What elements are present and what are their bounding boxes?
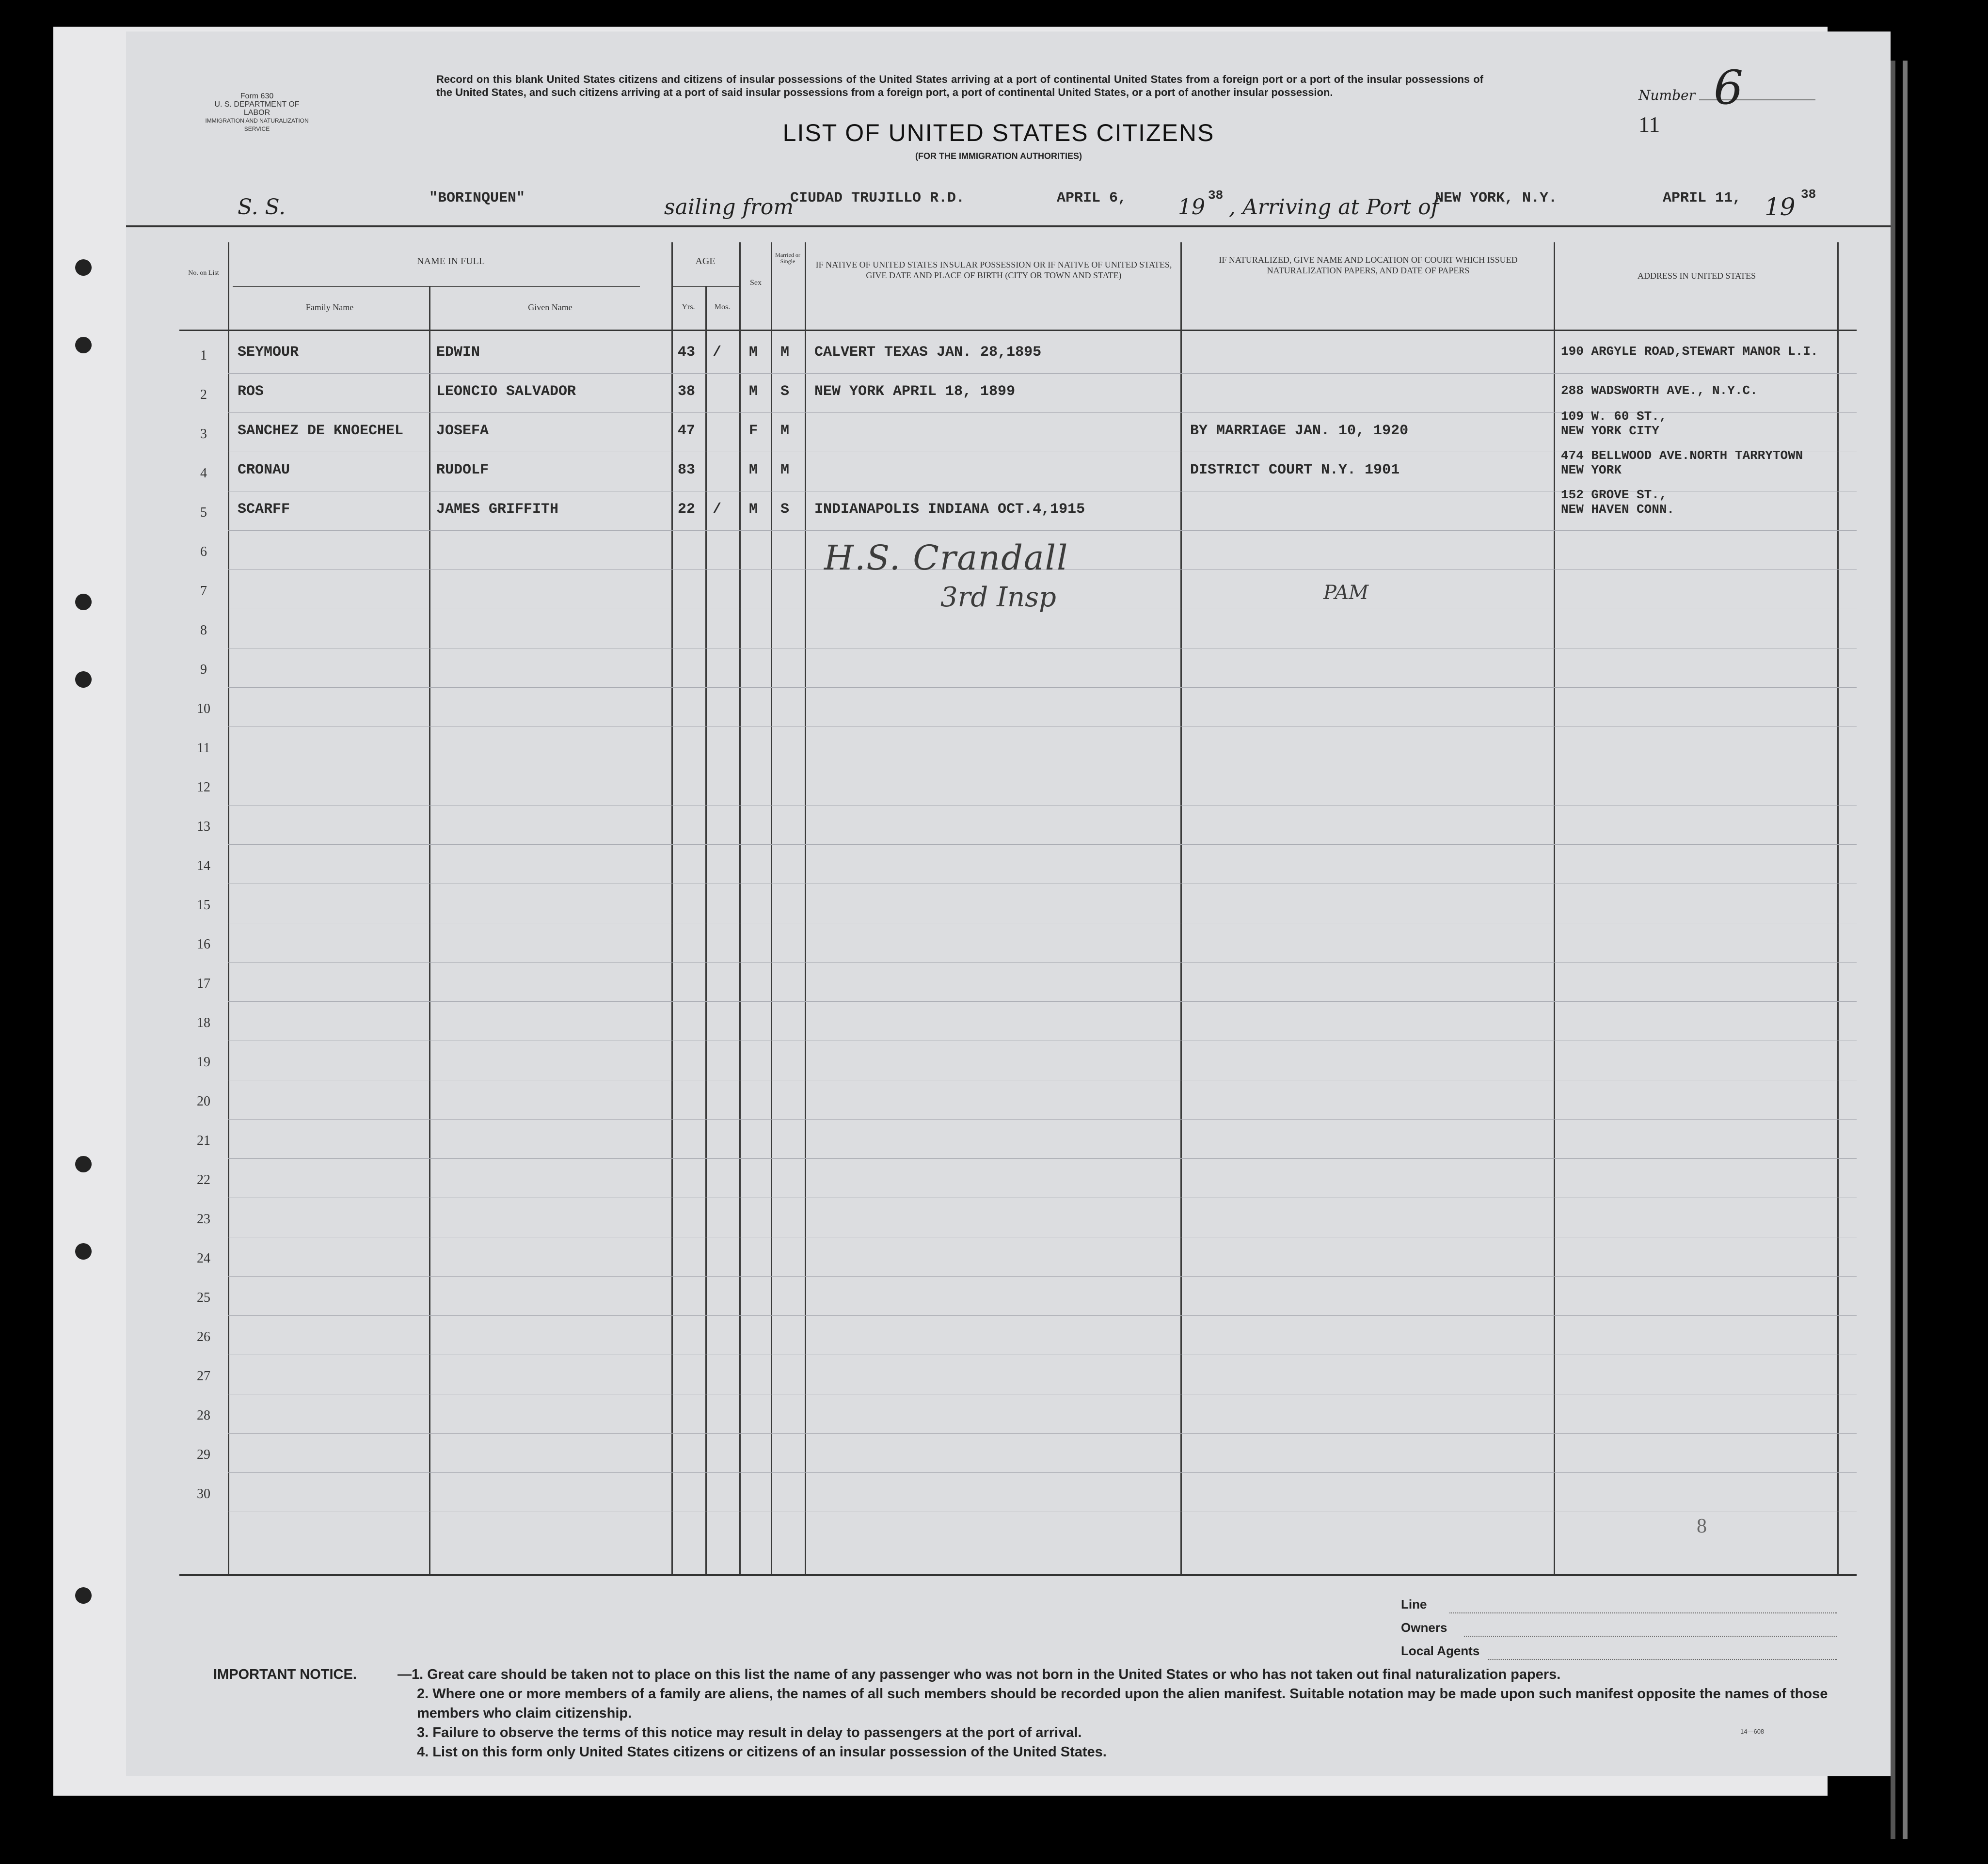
row-number: 26 bbox=[197, 1329, 210, 1344]
table-row bbox=[179, 448, 1857, 491]
row-number: 14 bbox=[197, 858, 210, 873]
name-subheader-rule bbox=[233, 286, 640, 287]
given-name-cell: EDWIN bbox=[436, 344, 480, 361]
passenger-table bbox=[179, 242, 1857, 1575]
family-name-cell: SCARFF bbox=[238, 501, 290, 518]
row-number: 20 bbox=[197, 1094, 210, 1109]
binder-hole bbox=[75, 671, 92, 688]
stamp-number: 11 bbox=[1638, 112, 1660, 137]
sex-cell: M bbox=[749, 462, 758, 478]
notice-heading: IMPORTANT NOTICE. bbox=[213, 1667, 357, 1682]
list-number: 6 bbox=[1714, 61, 1744, 115]
row-number: 27 bbox=[197, 1369, 210, 1384]
manifest-form bbox=[126, 32, 1891, 1776]
table-bottom-rule bbox=[179, 1574, 1857, 1576]
row-rule bbox=[228, 1276, 1857, 1277]
form-instructions: Record on this blank United States citizens and citizens of insular possessions of the United States arriving at a port of continental United States from a foreign port or a port of the insular possessions of the United States, and such citizens arriving at a port of said insular possessions from a foreign port, a port of continental United States, or a port of another insular possession. bbox=[436, 73, 1483, 98]
binder-hole bbox=[75, 1156, 92, 1172]
header-no-on-list: No. on List bbox=[188, 269, 219, 277]
header-bottom-rule bbox=[179, 330, 1857, 331]
row-number: 22 bbox=[197, 1172, 210, 1187]
header-age: AGE bbox=[695, 256, 716, 267]
row-number: 25 bbox=[197, 1290, 210, 1305]
header-given-name: Given Name bbox=[528, 302, 573, 312]
port-arrival: NEW YORK, N.Y. bbox=[1435, 190, 1558, 206]
address-line1-cell: 288 WADSWORTH AVE., N.Y.C. bbox=[1561, 383, 1758, 398]
naturalization-cell: BY MARRIAGE JAN. 10, 1920 bbox=[1190, 423, 1409, 439]
agents-block bbox=[1401, 1597, 1837, 1667]
form-identifier bbox=[204, 92, 310, 133]
age-months-cell: / bbox=[713, 501, 722, 518]
row-number: 28 bbox=[197, 1408, 210, 1423]
header-sex: Sex bbox=[750, 279, 762, 287]
arriving-label: , Arriving at Port of bbox=[1229, 195, 1439, 220]
notice-item-1 bbox=[213, 1665, 1837, 1684]
address-line1-cell: 152 GROVE ST., bbox=[1561, 488, 1667, 502]
age-years-cell: 22 bbox=[678, 501, 696, 518]
row-number: 5 bbox=[200, 505, 207, 520]
marital-status-cell: M bbox=[780, 344, 790, 361]
table-row bbox=[179, 374, 1857, 413]
age-months-cell: / bbox=[713, 344, 722, 361]
line-dots bbox=[1449, 1612, 1837, 1613]
family-name-cell: SEYMOUR bbox=[238, 344, 299, 361]
binder-hole bbox=[75, 594, 92, 610]
row-rule bbox=[228, 805, 1857, 806]
birth-place-date-cell: INDIANAPOLIS INDIANA OCT.4,1915 bbox=[814, 501, 1085, 518]
age-years-cell: 83 bbox=[678, 462, 696, 478]
agent-owners-row bbox=[1401, 1620, 1837, 1643]
binder-hole bbox=[75, 259, 92, 276]
sailing-from-label: sailing from bbox=[664, 195, 794, 220]
given-name-cell: JOSEFA bbox=[436, 423, 489, 439]
address-line1-cell: 474 BELLWOOD AVE.NORTH TARRYTOWN bbox=[1561, 448, 1803, 463]
passenger-rows bbox=[179, 334, 1857, 528]
sex-cell: M bbox=[749, 383, 758, 400]
header-address: ADDRESS IN UNITED STATES bbox=[1637, 271, 1756, 281]
row-number: 4 bbox=[200, 466, 207, 481]
birth-place-date-cell: CALVERT TEXAS JAN. 28,1895 bbox=[814, 344, 1042, 361]
row-number: 23 bbox=[197, 1212, 210, 1227]
row-number: 3 bbox=[200, 427, 207, 442]
age-years-cell: 38 bbox=[678, 383, 696, 400]
service-name: IMMIGRATION AND NATURALIZATION SERVICE bbox=[205, 117, 309, 132]
row-number: 2 bbox=[200, 387, 207, 402]
given-name-cell: LEONCIO SALVADOR bbox=[436, 383, 576, 400]
table-row bbox=[179, 409, 1857, 452]
document-page bbox=[53, 27, 1828, 1796]
header-married-single: Married or Single bbox=[775, 252, 800, 265]
age-years-cell: 43 bbox=[678, 344, 696, 361]
marital-status-cell: M bbox=[780, 462, 790, 478]
header-mos: Mos. bbox=[714, 303, 731, 311]
address-line1-cell: 190 ARGYLE ROAD,STEWART MANOR L.I. bbox=[1561, 344, 1818, 359]
row-number: 18 bbox=[197, 1015, 210, 1030]
row-number: 1 bbox=[200, 348, 207, 363]
header-name-in-full: NAME IN FULL bbox=[417, 256, 485, 267]
port-from: CIUDAD TRUJILLO R.D. bbox=[790, 190, 965, 206]
agent-local-row bbox=[1401, 1643, 1837, 1667]
header-family-name: Family Name bbox=[305, 302, 354, 312]
marital-status-cell: M bbox=[780, 423, 790, 439]
given-name-cell: JAMES GRIFFITH bbox=[436, 501, 559, 518]
owners-label: Owners bbox=[1401, 1620, 1447, 1635]
class-note: 3rd Insp bbox=[940, 582, 1056, 613]
row-number: 6 bbox=[200, 544, 207, 559]
row-rule bbox=[228, 1001, 1857, 1002]
row-number: 29 bbox=[197, 1447, 210, 1462]
address-line1-cell: 109 W. 60 ST., bbox=[1561, 409, 1667, 424]
row-number: 17 bbox=[197, 976, 210, 991]
binder-hole bbox=[75, 1587, 92, 1604]
family-name-cell: CRONAU bbox=[238, 462, 290, 478]
row-number: 21 bbox=[197, 1133, 210, 1148]
row-rule bbox=[228, 1158, 1857, 1159]
sex-cell: M bbox=[749, 501, 758, 518]
initials-note: PAM bbox=[1323, 582, 1369, 604]
form-title: LIST OF UNITED STATES CITIZENS bbox=[782, 119, 1215, 146]
local-agents-dots bbox=[1488, 1659, 1837, 1660]
arrival-year-prefix: 19 bbox=[1765, 193, 1796, 221]
row-number: 19 bbox=[197, 1055, 210, 1070]
header-yrs: Yrs. bbox=[682, 303, 695, 311]
voyage-rule bbox=[126, 225, 1891, 227]
table-row bbox=[179, 334, 1857, 374]
arrival-date: APRIL 11, bbox=[1663, 190, 1742, 206]
notice-item-2: 2. Where one or more members of a family are aliens, the names of all such members should be recorded upon the alien manifest. Suitable notation may be made upon such manifest opposite the names of those members who claim citizenship. bbox=[417, 1686, 1828, 1721]
row-number: 12 bbox=[197, 780, 210, 795]
row-number: 15 bbox=[197, 898, 210, 913]
row-number: 13 bbox=[197, 819, 210, 834]
departure-year-prefix: 19 bbox=[1178, 195, 1205, 220]
page-edge bbox=[1891, 61, 1895, 1839]
local-agents-label: Local Agents bbox=[1401, 1643, 1480, 1658]
age-years-cell: 47 bbox=[678, 423, 696, 439]
owners-dots bbox=[1464, 1636, 1837, 1637]
row-number: 16 bbox=[197, 937, 210, 952]
row-number: 11 bbox=[197, 741, 210, 756]
given-name-cell: RUDOLF bbox=[436, 462, 489, 478]
bottom-mark: 8 bbox=[1697, 1515, 1707, 1537]
row-rule bbox=[228, 962, 1857, 963]
department-name: U. S. DEPARTMENT OF LABOR bbox=[214, 100, 300, 117]
address-line2-cell: NEW YORK CITY bbox=[1561, 424, 1659, 438]
row-number: 30 bbox=[197, 1486, 210, 1501]
binder-hole bbox=[75, 1243, 92, 1260]
header-native-birth: IF NATIVE OF UNITED STATES INSULAR POSSESSION OR IF NATIVE OF UNITED STATES, GIVE DATE AND PLACE OF BIRTH (CITY OR TOWN AND STATE) bbox=[815, 260, 1172, 280]
voyage-line bbox=[126, 179, 1891, 233]
row-rule bbox=[228, 844, 1857, 845]
notice-item-4: 4. List on this form only United States citizens or citizens of an insular possession of the United States. bbox=[417, 1744, 1107, 1760]
family-name-cell: SANCHEZ DE KNOECHEL bbox=[238, 423, 404, 439]
row-rule bbox=[228, 687, 1857, 688]
row-number: 8 bbox=[200, 623, 207, 638]
family-name-cell: ROS bbox=[238, 383, 264, 400]
row-rule bbox=[228, 1119, 1857, 1120]
ship-name: "BORINQUEN" bbox=[429, 190, 525, 206]
birth-place-date-cell: NEW YORK APRIL 18, 1899 bbox=[814, 383, 1016, 400]
inspector-signature: H.S. Crandall bbox=[824, 538, 1069, 578]
row-number: 9 bbox=[200, 662, 207, 677]
marital-status-cell: S bbox=[780, 501, 790, 518]
ss-label: S. S. bbox=[238, 195, 286, 220]
row-number: 10 bbox=[197, 701, 210, 716]
sex-cell: F bbox=[749, 423, 758, 439]
departure-year-suffix: 38 bbox=[1208, 188, 1224, 203]
binder-hole bbox=[75, 337, 92, 353]
address-line2-cell: NEW HAVEN CONN. bbox=[1561, 502, 1675, 517]
row-number: 24 bbox=[197, 1251, 210, 1266]
marital-status-cell: S bbox=[780, 383, 790, 400]
print-code: 14—608 bbox=[1740, 1728, 1765, 1735]
arrival-year-suffix: 38 bbox=[1801, 187, 1816, 202]
important-notice bbox=[213, 1665, 1837, 1762]
header-naturalized: IF NATURALIZED, GIVE NAME AND LOCATION OF COURT WHICH ISSUED NATURALIZATION PAPERS, AND DATE OF PAPERS bbox=[1219, 255, 1518, 275]
row-number: 7 bbox=[200, 584, 207, 599]
page-edge bbox=[1903, 61, 1908, 1839]
row-rule bbox=[228, 1472, 1857, 1473]
line-label: Line bbox=[1401, 1597, 1427, 1611]
notice-text-1: —1. Great care should be taken not to place on this list the name of any passenger who was not born in the United States or who has not taken out final naturalization papers. bbox=[398, 1667, 1561, 1682]
agent-line-row bbox=[1401, 1597, 1837, 1620]
number-label: Number bbox=[1638, 87, 1695, 103]
sex-cell: M bbox=[749, 344, 758, 361]
address-line2-cell: NEW YORK bbox=[1561, 463, 1622, 477]
form-subtitle: (FOR THE IMMIGRATION AUTHORITIES) bbox=[915, 151, 1082, 161]
departure-date: APRIL 6, bbox=[1057, 190, 1127, 206]
table-row bbox=[179, 488, 1857, 531]
form-number: Form 630 bbox=[240, 92, 274, 100]
notice-item-3: 3. Failure to observe the terms of this notice may result in delay to passengers at the port of arrival. bbox=[417, 1725, 1082, 1740]
naturalization-cell: DISTRICT COURT N.Y. 1901 bbox=[1190, 462, 1400, 478]
row-rule bbox=[228, 1315, 1857, 1316]
row-rule bbox=[228, 1433, 1857, 1434]
